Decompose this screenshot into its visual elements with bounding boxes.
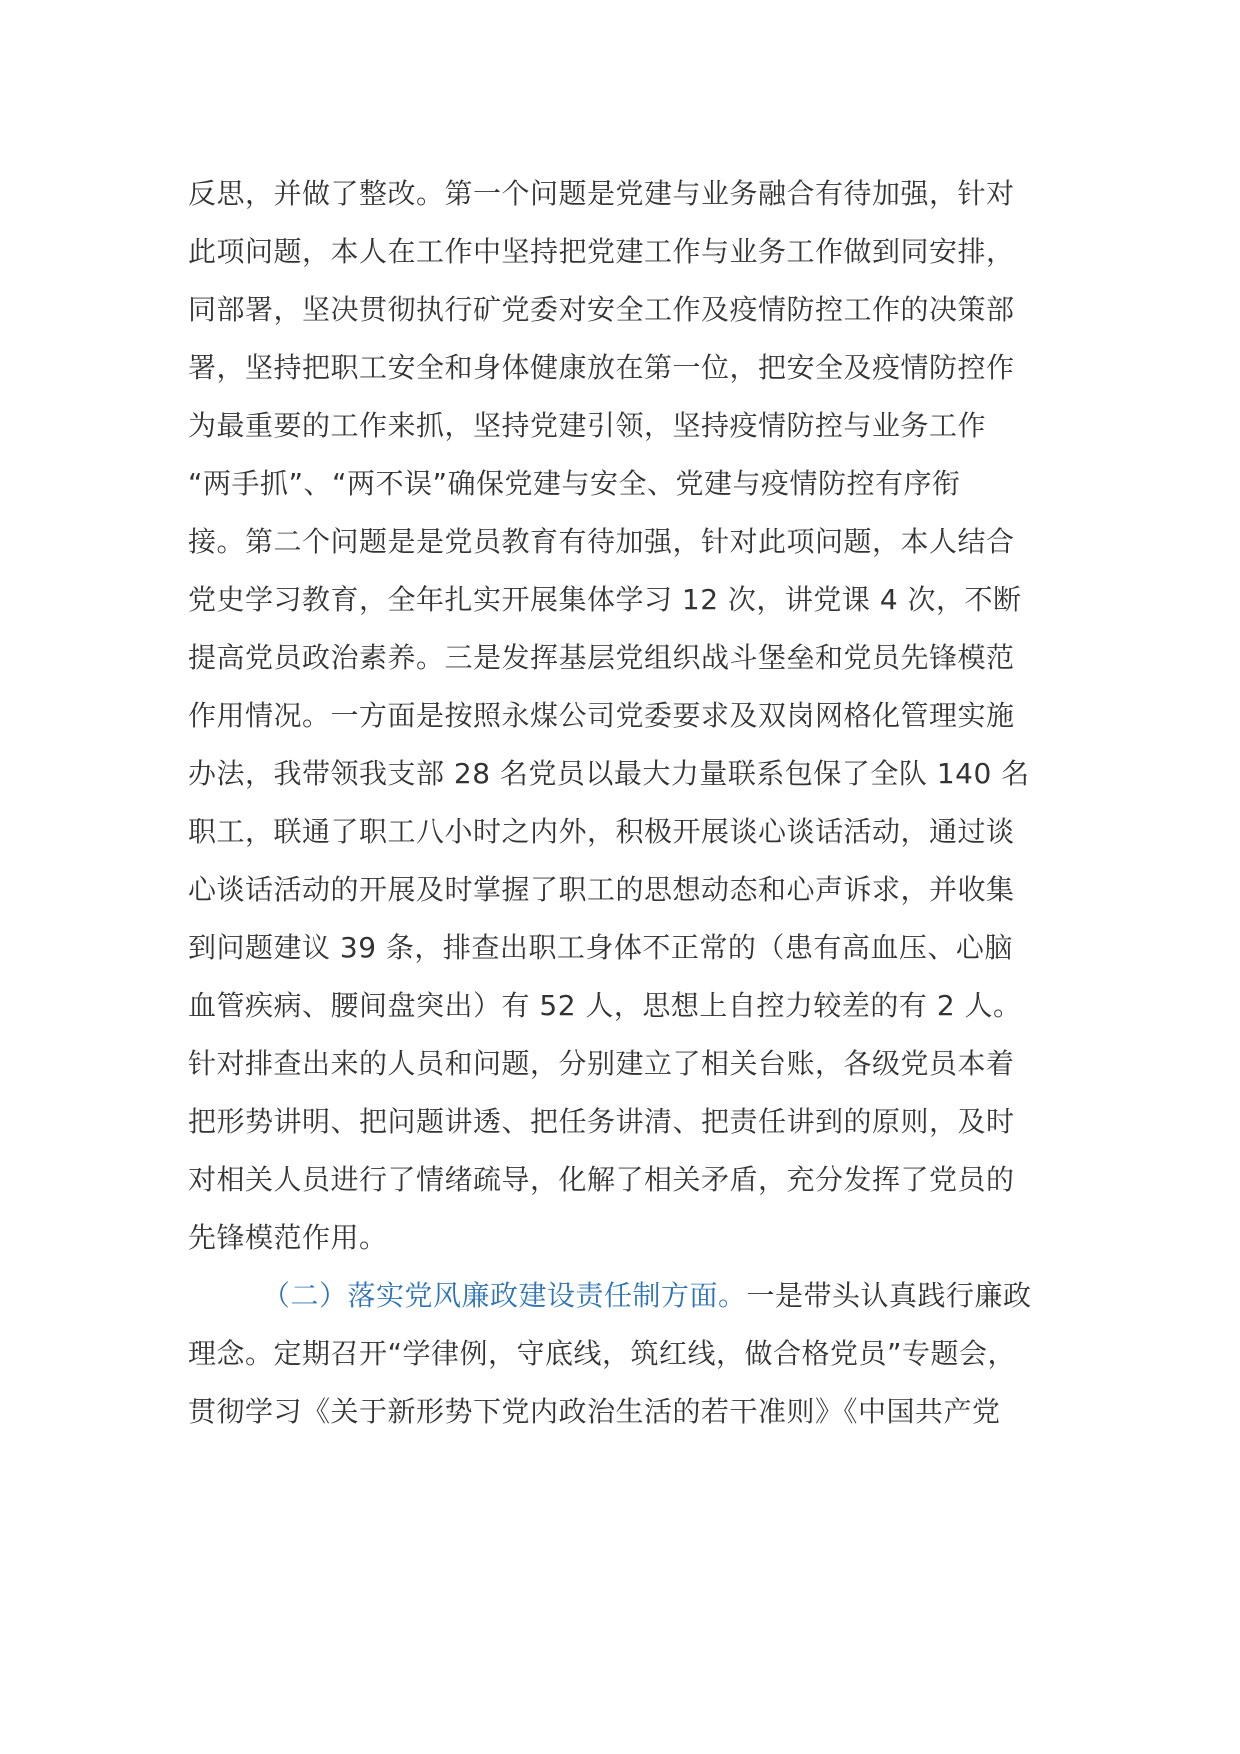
body-line-7: 接。第二个问题是是党员教育有待加强，针对此项问题，本人结合 bbox=[188, 525, 1015, 558]
body-line-10: 作用情况。一方面是按照永煤公司党委要求及双岗网格化管理实施 bbox=[188, 699, 1015, 732]
body-line-15: 血管疾病、腰间盘突出）有 52 人，思想上自控力较差的有 2 人。 bbox=[188, 989, 1022, 1022]
body-line-11: 办法，我带领我支部 28 名党员以最大力量联系包保了全队 140 名 bbox=[188, 757, 1030, 790]
section-2-first-line bbox=[262, 1276, 1032, 1316]
body-line-14: 到问题建议 39 条，排查出职工身体不正常的（患有高血压、心脑 bbox=[188, 931, 1013, 964]
section-2-first-line-text: 一是带头认真践行廉政 bbox=[746, 1279, 1032, 1312]
section-2-line-3: 贯彻学习《关于新形势下党内政治生活的若干准则》《中国共产党 bbox=[188, 1395, 1001, 1428]
body-line-19: 先锋模范作用。 bbox=[188, 1221, 388, 1254]
body-line-17: 把形势讲明、把问题讲透、把任务讲清、把责任讲到的原则，及时 bbox=[188, 1105, 1015, 1138]
body-line-18: 对相关人员进行了情绪疏导，化解了相关矛盾，充分发挥了党员的 bbox=[188, 1163, 1015, 1196]
body-line-12: 职工，联通了职工八小时之内外，积极开展谈心谈话活动，通过谈 bbox=[188, 815, 1015, 848]
body-line-1: 反思，并做了整改。第一个问题是党建与业务融合有待加强，针对 bbox=[188, 177, 1015, 210]
section-2-heading: （二）落实党风廉政建设责任制方面。 bbox=[262, 1279, 747, 1312]
body-line-3: 同部署，坚决贯彻执行矿党委对安全工作及疫情防控工作的决策部 bbox=[188, 293, 1015, 326]
body-line-13: 心谈话活动的开展及时掌握了职工的思想动态和心声诉求，并收集 bbox=[188, 873, 1015, 906]
body-line-5: 为最重要的工作来抓，坚持党建引领，坚持疫情防控与业务工作 bbox=[188, 409, 987, 442]
body-line-4: 署，坚持把职工安全和身体健康放在第一位，把安全及疫情防控作 bbox=[188, 351, 1015, 384]
body-line-9: 提高党员政治素养。三是发挥基层党组织战斗堡垒和党员先锋模范 bbox=[188, 641, 1015, 674]
body-line-16: 针对排查出来的人员和问题，分别建立了相关台账，各级党员本着 bbox=[188, 1047, 1015, 1080]
section-2-line-2: 理念。定期召开“学律例，守底线，筑红线，做合格党员”专题会， bbox=[188, 1337, 1017, 1370]
body-line-8: 党史学习教育，全年扎实开展集体学习 12 次，讲党课 4 次，不断 bbox=[188, 583, 1022, 616]
body-line-6: “两手抓”、“两不误”确保党建与安全、党建与疫情防控有序衔 bbox=[188, 467, 961, 500]
body-line-2: 此项问题，本人在工作中坚持把党建工作与业务工作做到同安排， bbox=[188, 235, 1015, 268]
